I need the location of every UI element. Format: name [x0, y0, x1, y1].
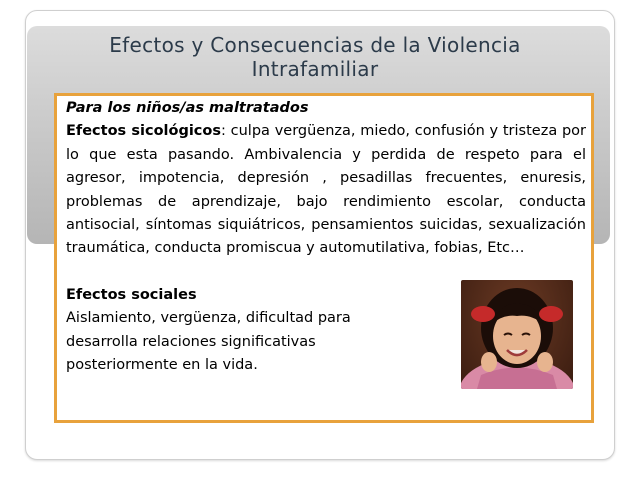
section-heading: Para los niños/as maltratados — [66, 100, 309, 116]
psych-label: Efectos sicológicos — [66, 123, 221, 140]
slide-title — [55, 33, 575, 81]
child-photo-illustration — [461, 280, 573, 389]
title-line-2: Intrafamiliar — [251, 57, 379, 81]
psych-paragraph — [66, 120, 586, 260]
social-text: Aislamiento, vergüenza, dificultad para desarrolla relaciones significativas posteriormente en la vida. — [66, 310, 351, 374]
psych-text: : culpa vergüenza, miedo, confusión y tristeza por lo que esta pasando. Ambivalencia y perdida de respeto para el agresor, impotencia, depresión , pesadillas frecuentes, enuresis, problemas de aprendizaje, bajo rendimiento escolar, conducta antisocial, síntomas siquiátricos, pensamientos suicidas, sexualización traumática, conducta promiscua y automutilativa, fobias, Etc… — [66, 123, 586, 257]
title-line-1: Efectos y Consecuencias de la Violencia — [109, 33, 521, 57]
child-photo — [461, 280, 573, 389]
social-label: Efectos sociales — [66, 286, 197, 303]
